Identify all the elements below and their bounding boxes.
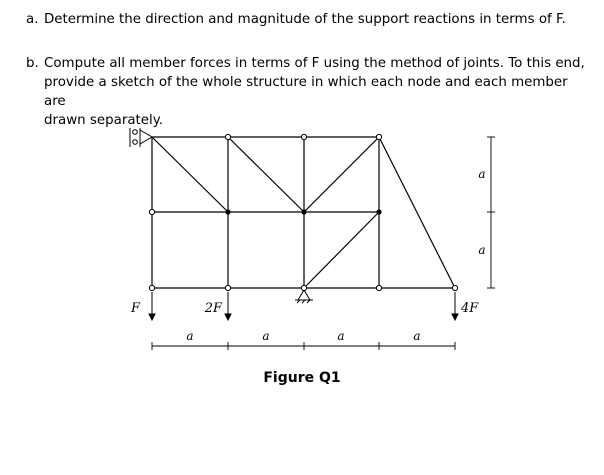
joint [149,209,154,214]
joint [149,285,154,290]
question-a-text: Determine the direction and magnitude of the support reactions in terms of F. [44,12,566,27]
figure-caption: Figure Q1 [263,370,341,386]
dimension-label: a [478,167,486,181]
joint [225,134,230,139]
joint [452,285,457,290]
joint [376,134,381,139]
pin-support [295,290,313,303]
member [228,137,304,212]
joint [301,134,306,139]
dimension-label: a [413,329,421,343]
dimension-label: a [478,243,486,257]
joint [225,285,230,290]
member [304,137,379,212]
load-arrowhead [452,314,458,320]
joint [225,209,230,214]
member [304,212,379,288]
member [152,137,228,212]
load-label: 2F [204,301,222,316]
dimension-label: a [186,329,194,343]
joint [376,209,381,214]
question-b-label: b. [26,56,39,71]
question-b-line-2: provide a sketch of the whole structure in which each node and each member are [44,75,568,109]
question-a-label: a. [26,12,39,27]
question-b-line-1: Compute all member forces in terms of F using the method of joints. To this end, [44,56,585,71]
dimension-label: a [337,329,345,343]
joint [376,285,381,290]
question-b-line-3: drawn separately. [44,113,164,128]
load-label: F [130,301,140,316]
joint [301,209,306,214]
roller-support [130,128,152,147]
load-arrowhead [149,314,155,320]
load-label: 4F [461,301,479,316]
member [379,137,455,288]
joint [301,285,306,290]
load-arrowhead [225,314,231,320]
dimension-label: a [262,329,270,343]
